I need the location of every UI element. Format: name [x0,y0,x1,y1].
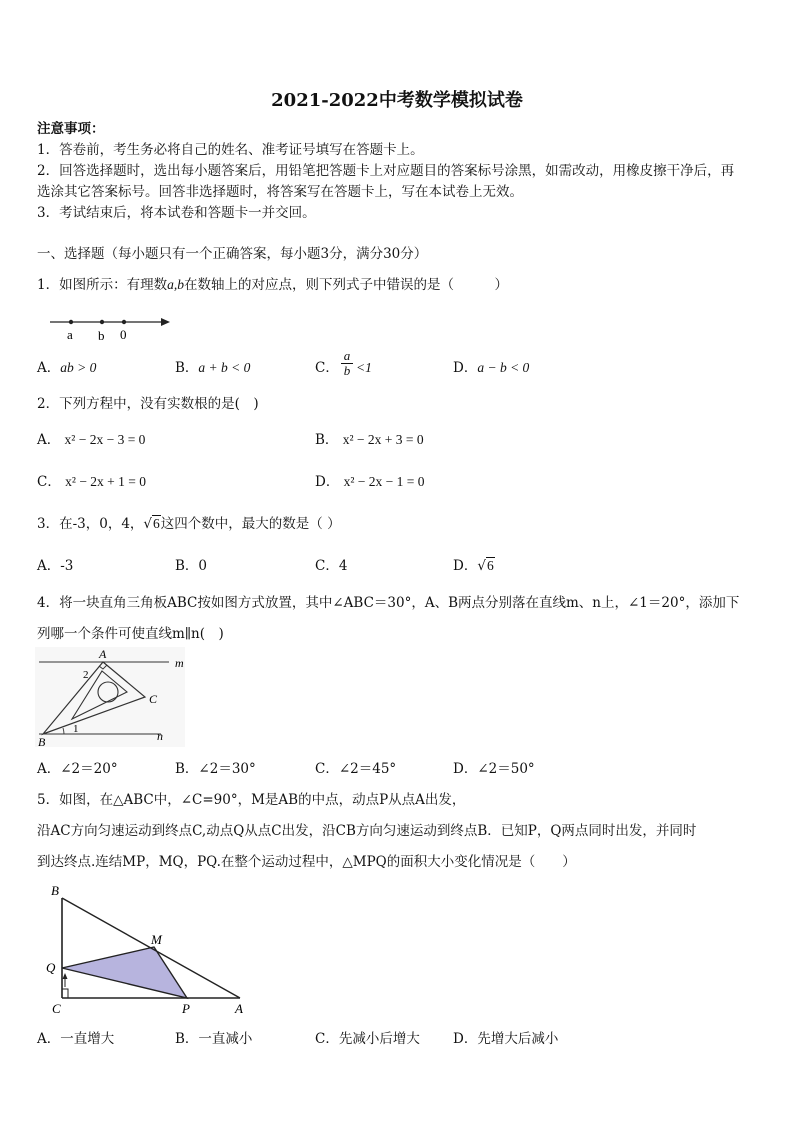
option-text: a − b < 0 [477,360,530,375]
notice-item: 选涂其它答案标号。回答非选择题时，将答案写在答题卡上，写在本试卷上无效。 [37,184,523,200]
q5-option-b[interactable]: B．一直减小 [175,1031,253,1047]
question-5-stem-line1: 5．如图，在△ABC中，∠C=90°，M是AB的中点，动点P从点A出发， [37,792,466,808]
point-b [100,320,104,324]
question-5-stem-line2: 沿AC方向匀速运动到终点C,动点Q从点C出发，沿CB方向匀速运动到终点B．已知P，Q两点同时出发，并同时 [37,823,697,839]
label-point-a: A [99,647,107,661]
q2-option-a[interactable] [37,430,145,450]
fraction-denominator: b [341,363,353,378]
q4-option-d[interactable]: D．∠2＝50° [453,761,535,777]
label-point-c: C [52,1001,61,1016]
label-line-m: m [175,656,184,670]
sqrt-radicand: 6 [486,558,494,573]
option-text: x² − 2x + 3 = 0 [342,432,424,447]
label-point-m: M [151,932,162,947]
section-heading: 一、选择题（每小题只有一个正确答案，每小题3分，满分30分） [37,246,428,262]
option-label: A． [37,432,61,448]
sqrt-radicand: 6 [153,516,160,531]
point-a [69,320,73,324]
q3-option-a[interactable]: A．-3 [37,558,74,574]
q5-option-d[interactable]: D．先增大后减小 [453,1031,559,1047]
label-point-c: C [149,692,158,706]
question-4-stem-line2: 列哪一个条件可使直线m∥n( ) [37,626,224,642]
q3-option-c[interactable]: C．4 [315,558,348,574]
number-line-arrow [161,318,170,326]
q1-stem-vars: a,b [167,277,184,292]
label-angle-1: 1 [73,723,79,735]
option-text: x² − 2x − 1 = 0 [343,474,425,489]
q3-option-b[interactable]: B．0 [175,558,208,574]
question-2-stem: 2．下列方程中，没有实数根的是( ) [37,396,259,412]
motion-arrowhead-q [63,973,68,979]
q1-option-a[interactable] [37,358,96,378]
notice-item: 2．回答选择题时，选出每小题答案后，用铅笔把答题卡上对应题目的答案标号涂黑，如需改动，用橡皮擦干净后，再 [37,163,735,179]
label-a: a [67,327,73,342]
q5-figure [40,880,260,1016]
number-line-figure [48,312,178,344]
label-point-a: A [235,1001,243,1016]
option-label: C． [37,474,61,490]
option-label: D． [315,474,340,490]
point-0 [122,320,126,324]
label-point-p: P [182,1001,190,1016]
label-b: b [98,328,105,343]
label-line-n: n [157,729,163,743]
question-3-stem [37,514,341,534]
q2-option-c[interactable] [37,472,146,492]
q4-figure [33,645,193,753]
q5-option-c[interactable]: C．先减小后增大 [315,1031,420,1047]
q1-option-b[interactable] [175,358,250,378]
option-text: x² − 2x + 1 = 0 [65,474,147,489]
option-label: A． [37,360,61,376]
q2-option-b[interactable] [315,430,424,450]
label-point-q: Q [46,960,56,975]
option-text: a + b < 0 [198,360,251,375]
label-0: 0 [120,327,127,342]
q5-option-a[interactable]: A．一直增大 [37,1031,115,1047]
option-label: D． [453,558,478,574]
q2-option-d[interactable] [315,472,425,492]
q4-option-a[interactable]: A．∠2＝20° [37,761,118,777]
right-angle-mark [62,989,68,998]
sqrt-symbol: √ [143,516,153,532]
label-point-b: B [38,735,46,749]
notice-heading: 注意事项： [37,121,105,137]
label-point-b: B [51,883,59,898]
q1-stem-pre: 1．如图所示：有理数 [37,277,168,293]
q4-option-b[interactable]: B．∠2＝30° [175,761,256,777]
q3-stem-pre: 3．在-3，0，4， [37,516,144,532]
question-4-stem-line1: 4．将一块直角三角板ABC按如图方式放置，其中∠ABC＝30°，A、B两点分别落在直线m、n上，∠1＝20°，添加下 [37,595,740,611]
page-title: 2021-2022中考数学模拟试卷 [271,90,523,111]
fraction-numerator: a [343,348,351,363]
q1-stem-post: 在数轴上的对应点，则下列式子中错误的是（ ） [183,277,508,293]
notice-item: 3．考试结束后，将本试卷和答题卡一并交回。 [37,205,316,221]
option-label: D． [453,360,478,376]
q4-option-c[interactable]: C．∠2＝45° [315,761,397,777]
option-text: x² − 2x − 3 = 0 [64,432,146,447]
option-text: ab > 0 [60,360,97,375]
label-angle-2: 2 [83,669,89,681]
q1-option-c[interactable] [315,358,339,378]
question-1-stem [37,275,508,295]
q1-fraction [341,349,353,378]
option-label: B． [175,360,199,376]
q3-option-d[interactable] [453,556,495,576]
q1-option-c-rest: <1 [356,360,372,375]
q1-option-d[interactable] [453,358,529,378]
q3-stem-post: 这四个数中，最大的数是（ ） [160,516,341,532]
option-label: C． [315,360,339,376]
option-label: B． [315,432,339,448]
notice-item: 1．答卷前，考生务必将自己的姓名、准考证号填写在答题卡上。 [37,142,424,158]
sqrt-symbol: √ [477,558,486,574]
question-5-stem-line3: 到达终点.连结MP，MQ，PQ.在整个运动过程中，△MPQ的面积大小变化情况是（ ） [37,854,576,870]
